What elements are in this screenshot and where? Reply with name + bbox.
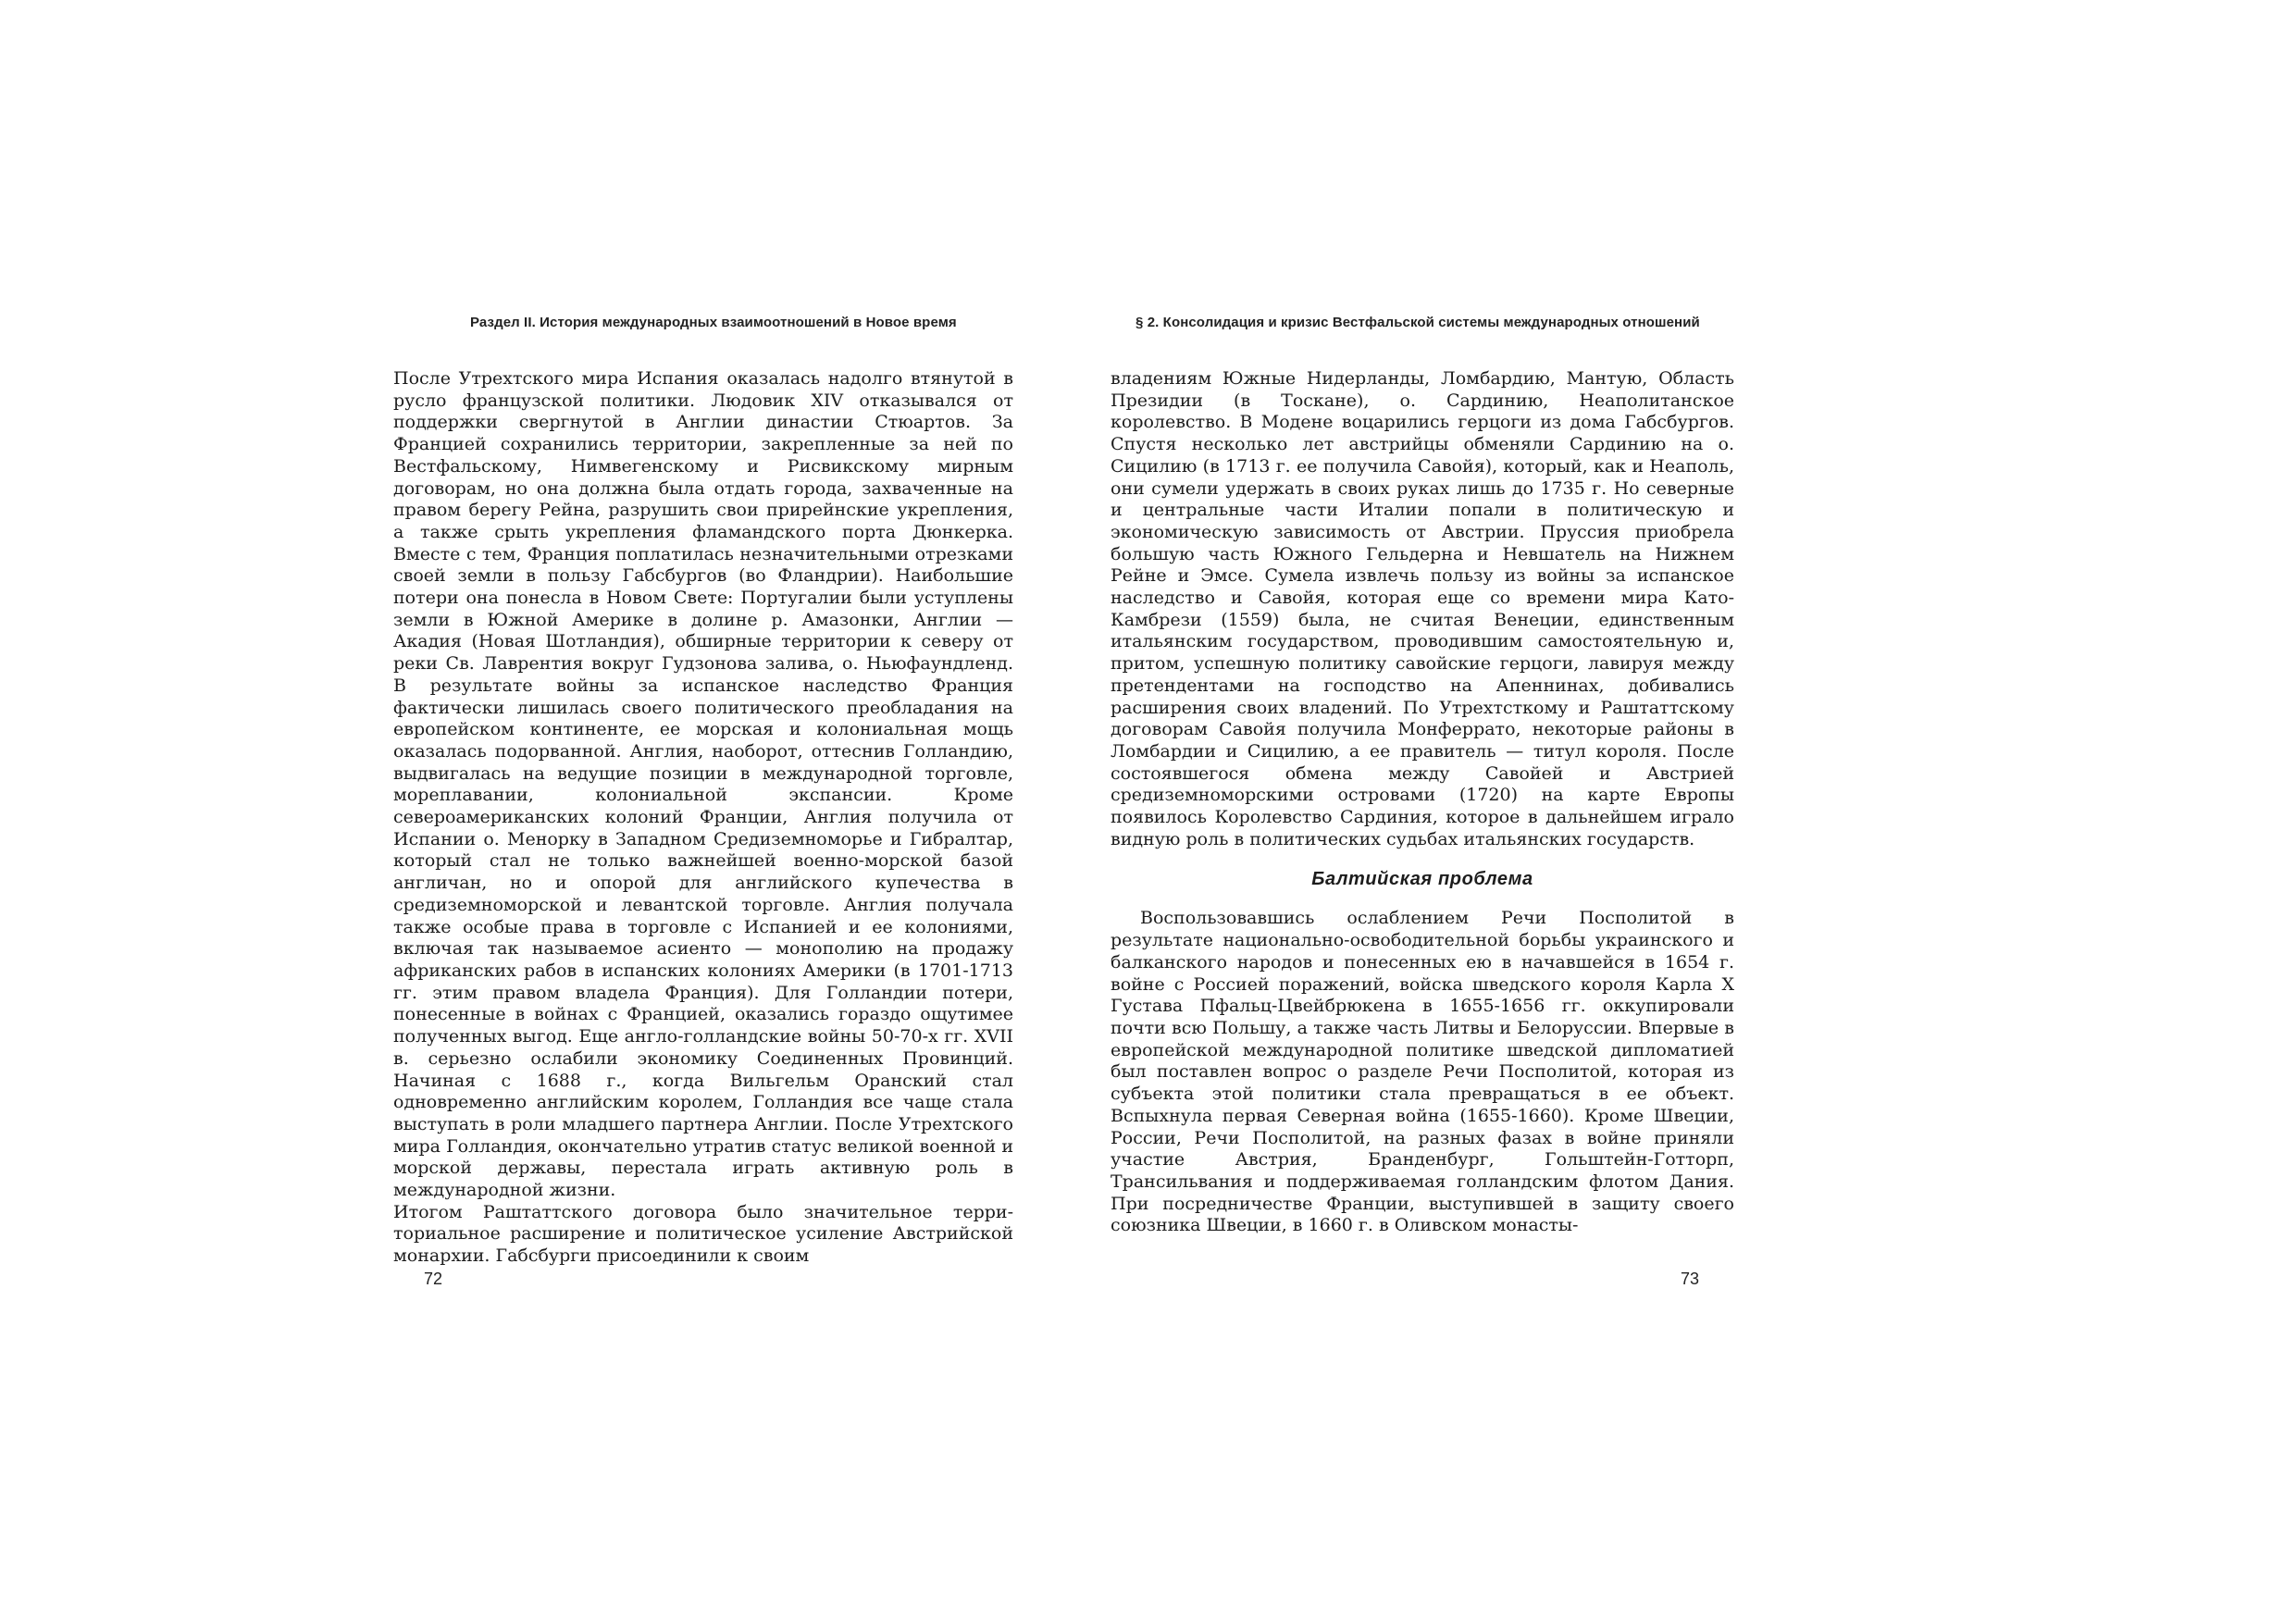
left-running-head: Раздел II. История международных взаимоотношений в Новое время — [470, 315, 957, 330]
section-heading-baltic: Балтийская проблема — [1311, 869, 1533, 890]
right-page-body — [1111, 368, 1734, 1237]
right-running-head: § 2. Консолидация и кризис Вестфальской системы международных отношений — [1136, 315, 1700, 330]
left-paragraph-2: Итогом Раштаттского договора было значительное терри-ториальное расширение и политическое усиление Австрийской монархии. Габсбурги присоединили к своим — [393, 1201, 1013, 1267]
left-page-number: 72 — [424, 1270, 443, 1288]
right-page — [1111, 0, 2296, 1623]
right-page-number: 73 — [1681, 1270, 1700, 1288]
right-paragraph-1: владениям Южные Нидерланды, Ломбардию, Мантую, Область Президии (в Тоскане), о. Сардинию, Неаполитанское королевство. В Модене воцарились герцоги из дома Габсбургов. Спустя несколько лет австрийцы обменяли Сардинию на о. Сицилию (в 1713 г. ее получила Савойя), который, как и Неаполь, они сумели удержать в своих руках лишь до 1735 г. Но северные и центральные части Италии попали в политическую и экономическую зависимость от Австрии. Пруссия приобрела большую часть Южного Гельдерна и Невшатель на Нижнем Рейне и Эмсе. Сумела извлечь пользу из войны за испанское наследство и Савойя, которая еще со времени мира Като-Камбрези (1559) была, не считая Венеции, единственным итальянским государством, проводившим самостоятельную и, притом, успешную политику савойские герцоги, лавируя между претендентами на господство на Апеннинах, добивались расширения своих владений. По Утрехтсткому и Раштаттскому договорам Савойя получила Монферрато, некоторые районы в Ломбардии и Сицилию, а ее правитель — титул короля. После состоявшегося обмена между Савойей и Австрией средиземноморскими островами (1720) на карте Европы появилось Королевство Сардиния, которое в дальнейшем играло видную роль в политических судьбах итальянских государств. — [1111, 368, 1734, 849]
left-page-body — [393, 368, 1013, 1268]
right-section-paragraph-1: Воспользовавшись ослаблением Речи Посполитой в результате национально-освободительной борьбы украинского и балканского народов и понесенных ею в начавшейся в 1654 г. войне с Россией поражений, войска шведского короля Карла X Густава Пфальц-Цвейбрюкена в 1655-1656 гг. оккупировали почти всю Польшу, а также часть Литвы и Белоруссии. Впервые в европейской международной политике шведской дипломатией был поставлен вопрос о разделе Речи Посполитой, которая из субъекта этой политики стала превращаться в ее объект. Вспыхнула первая Северная война (1655-1660). Кроме Швеции, России, Речи Посполитой, на разных фазах в войне приняли участие Австрия, Бранденбург, Гольштейн-Готторп, Трансильвания и поддерживаемая голландским флотом Дания. При посредничестве Франции, выступившей в защиту своего союзника Швеции, в 1660 г. в Оливском монасты- — [1111, 908, 1734, 1236]
left-paragraph-1: После Утрехтского мира Испания оказалась надолго втянутой в русло французской политики. Людовик XIV отказывался от поддержки свергнутой в Англии династии Стюартов. За Францией сохранились территории, закрепленные за ней по Вестфальскому, Нимвегенскому и Рисвикскому мирным договорам, но она должна была отдать города, захваченные на правом берегу Рейна, разрушить свои прирейнские укрепления, а также срыть укрепления фламандского порта Дюнкерка. Вместе с тем, Франция поплатилась незначительными отрезками своей земли в пользу Габсбургов (во Фландрии). Наибольшие потери она понесла в Новом Свете: Португалии были уступлены земли в Южной Америке в долине р. Амазонки, Англии — Акадия (Новая Шотландия), обширные территории к северу от реки Св. Лаврентия вокруг Гудзонова залива, о. Ньюфаундленд. В результате войны за испанское наследство Франция фактически лишилась своего политического преобладания на европейском континенте, ее морская и колониальная мощь оказалась подорванной. Англия, наоборот, оттеснив Голландию, выдвигалась на ведущие позиции в международной торговле, мореплавании, колониальной экспансии. Кроме североамериканских колоний Франции, Англия получила от Испании о. Менорку в Западном Средиземноморье и Гибралтар, который стал не только важнейшей военно-морской базой англичан, но и опорой для английского купечества в средиземноморской и левантской торговле. Англия получала также особые права в торговле с Испанией и ее колониями, включая так называемое асиенто — монополию на продажу африканских рабов в испанских колониях Америки (в 1701-1713 гг. этим правом владела Франция). Для Голландии потери, понесенные в войнах с Францией, оказались гораздо ощутимее полученных выгод. Еще англо-голландские войны 50-70-х гг. XVII в. серьезно ослабили экономику Соединенных Провинций. Начиная с 1688 г., когда Вильгельм Оранский стал одновременно английским королем, Голландия все чаще стала выступать в роли младшего партнера Англии. После Утрехтского мира Голландия, окончательно утратив статус великой военной и морской державы, перестала играть активную роль в международной жизни. — [393, 368, 1013, 1201]
